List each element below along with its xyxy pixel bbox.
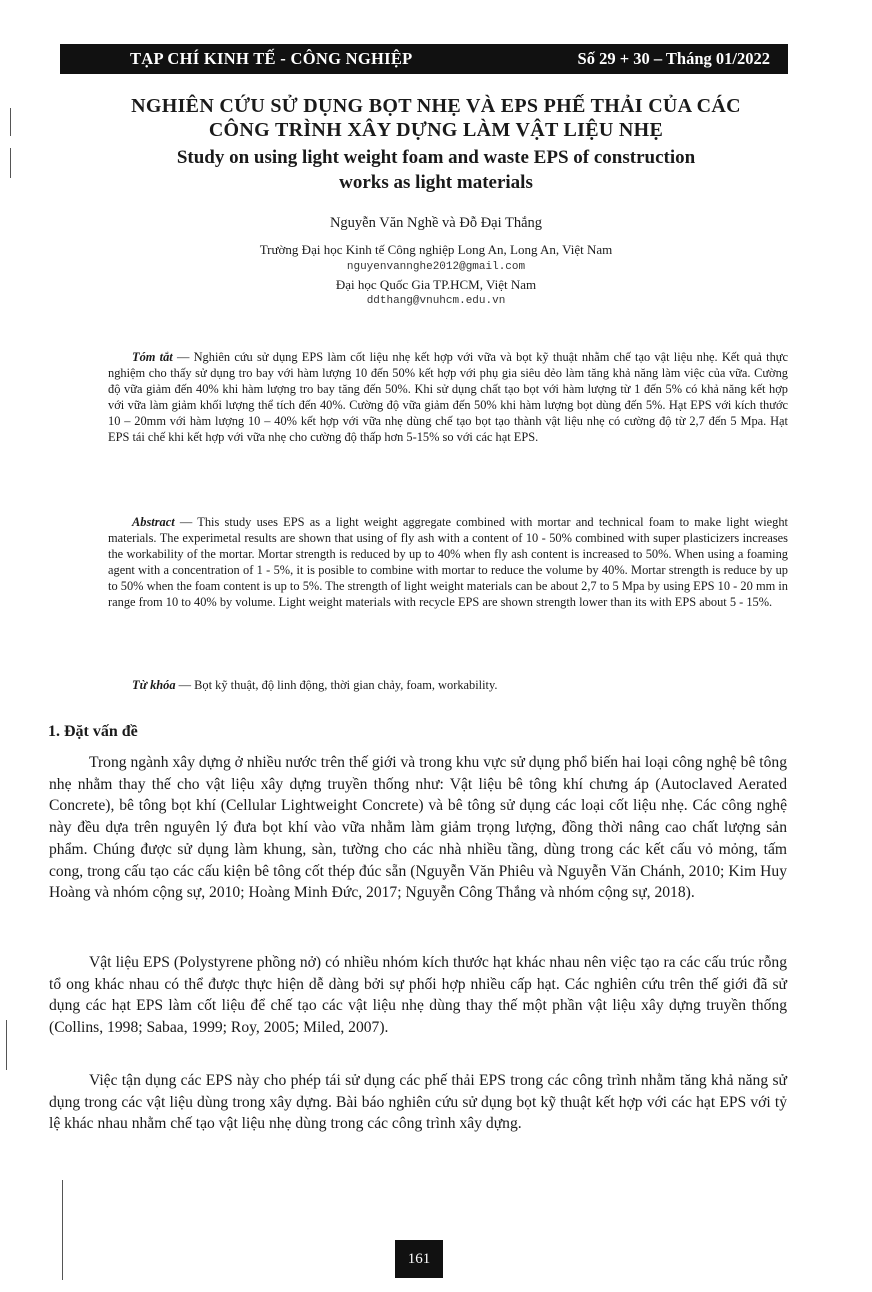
abstract-en-text: — This study uses EPS as a light weight aggregate combined with mortar and technical foam to make light wieght materials. The experimetal results are shown that using of fly ash with a content of 10 - 50% combined with super plasticizers increases the workability of the mortar. Mortar strength is reduced by up to 40% when fly ash content is increased to 50%. When using a foaming agent with a concentration of 1 - 5%, it is posible to combine with mortar to reduce the volume by 40%. Mortar strength is reduce by up to 50% when the foam content is up to 5%. The strength of light weight materials can be about 2,7 to 5 Mpa by using EPS 10 - 20 mm in range from 10 to 40% by volume. Light weight materials with recycle EPS are shown strength lower than its with EPS about 5 - 15%.	[108, 515, 788, 609]
paragraph-1-text: Trong ngành xây dựng ở nhiều nước trên thế giới và trong khu vực sử dụng phổ biến hai loại công nghệ bê tông nhẹ nhằm thay thế cho vật liệu xây dựng truyền thống như: Vật liệu bê tông khí chưng áp (Autoclaved Aerated Concrete), bê tông bọt khí (Cellular Lightweight Concrete) và bê tông sử dụng các loại cốt liệu nhẹ. Các công nghệ này đều dựa trên nguyên lý đưa bọt khí vào vữa nhằm làm giảm trọng lượng, đồng thời nâng cao chất lượng sản phẩm. Chúng được sử dụng làm khung, sàn, tường cho các nhà nhiều tầng, dùng trong các kết cấu vỏ mỏng, tấm cong, trong cấu tạo các cấu kiện bê tông cốt thép đúc sẵn (Nguyễn Văn Phiêu và Nguyễn Văn Chánh, 2010; Kim Huy Hoàng và nhóm cộng sự, 2010; Hoàng Minh Đức, 2017; Nguyễn Công Thắng và nhóm cộng sự, 2018).	[49, 754, 787, 902]
paragraph-3-text: Việc tận dụng các EPS này cho phép tái sử dụng các phế thải EPS trong các công trình nhằm tăng khả năng sử dụng trong các vật liệu dùng trong xây dựng. Bài báo nghiên cứu sử dụng bọt kỹ thuật kết hợp với các hạt EPS với tỷ lệ khác nhau nhằm chế tạo vật liệu nhẹ dùng trong các công trình xây dựng.	[49, 1072, 787, 1133]
abstract-en-label: Abstract	[132, 515, 175, 529]
author-names: Nguyễn Văn Nghề và Đỗ Đại Thắng	[329, 215, 543, 231]
page-number: 161	[395, 1240, 443, 1278]
abstract-vietnamese	[108, 350, 788, 445]
abstract-vi-text: — Nghiên cứu sử dụng EPS làm cốt liệu nhẹ kết hợp với vữa và bọt kỹ thuật nhằm chế tạo vật liệu nhẹ. Kết quả thực nghiệm cho thấy sử dụng tro bay với hàm lượng 10 đến 50% kết hợp với phụ gia siêu dẻo làm tăng khả năng làm việc của vữa. Cường độ vữa giảm đến 40% khi hàm lượng tro bay tăng đến 50%. Khi sử dụng chất tạo bọt với hàm lượng từ 1 đến 5% có khả năng kết hợp với vữa làm giảm khối lượng thể tích đến 40%. Cường độ vữa giảm đến 50% khi hàm lượng bọt dùng đến 5%. Hạt EPS với kích thước 10 – 20mm với hàm lượng 10 – 40% kết hợp với vữa nhẹ dùng chế tạo bọt tạo thành vật liệu nhẹ có cường độ từ 2,7 đến 5 Mpa. Hạt EPS tái chế khi kết hợp với vữa nhẹ cho cường độ thấp hơn 5-15% so với các hạt EPS.	[108, 350, 788, 444]
title-vi-line-2: CÔNG TRÌNH XÂY DỰNG LÀM VẬT LIỆU NHẸ	[208, 119, 664, 141]
paragraph-2-text: Vật liệu EPS (Polystyrene phồng nở) có nhiều nhóm kích thước hạt khác nhau nên việc tạo ra các cấu trúc rỗng tổ ong khác nhau có thể được thực hiện dễ dàng bởi sự phối hợp nhiều cấp hạt. Các nghiên cứu trên thế giới đã sử dụng các hạt EPS làm cốt liệu để chế tạo các vật liệu nhẹ dùng thay thế một phần vật liệu xây dựng truyền thống (Collins, 1998; Sabaa, 1999; Roy, 2005; Miled, 2007).	[49, 954, 787, 1037]
title-en-line-2: works as light materials	[339, 172, 533, 193]
abstract-vi-label: Tóm tắt	[132, 350, 173, 364]
title-vi-line-1: NGHIÊN CỨU SỬ DỤNG BỌT NHẸ VÀ EPS PHẾ THẢI CỦA CÁC	[131, 95, 741, 117]
journal-header-bar	[60, 44, 788, 74]
affiliation-2: Đại học Quốc Gia TP.HCM, Việt Nam	[335, 277, 537, 292]
journal-name: TẠP CHÍ KINH TẾ - CÔNG NGHIỆP	[130, 49, 413, 68]
abstract-english	[108, 515, 788, 610]
issue-info: Số 29 + 30 – Tháng 01/2022	[577, 49, 770, 68]
affiliation-1: Trường Đại học Kinh tế Công nghiệp Long An, Long An, Việt Nam	[259, 242, 613, 257]
body-paragraph-3	[49, 1070, 787, 1135]
title-vietnamese	[60, 94, 812, 142]
keywords-label: Từ khóa	[132, 678, 176, 692]
keywords-text: — Bọt kỹ thuật, độ linh động, thời gian chảy, foam, workability.	[175, 678, 498, 692]
scan-edge-mark	[6, 1020, 7, 1070]
keywords	[108, 678, 788, 694]
body-paragraph-1	[49, 752, 787, 904]
title-en-line-1: Study on using light weight foam and waste EPS of construction	[176, 147, 696, 168]
body-paragraph-2	[49, 952, 787, 1039]
title-english	[60, 145, 812, 195]
author-email-1: nguyenvannghe2012@gmail.com	[346, 261, 526, 273]
scan-edge-mark	[10, 108, 11, 136]
section-heading: 1. Đặt vấn đề	[48, 723, 138, 740]
scan-edge-mark	[62, 1180, 63, 1280]
scan-edge-mark	[10, 148, 11, 178]
author-email-2: ddthang@vnuhcm.edu.vn	[366, 295, 506, 307]
